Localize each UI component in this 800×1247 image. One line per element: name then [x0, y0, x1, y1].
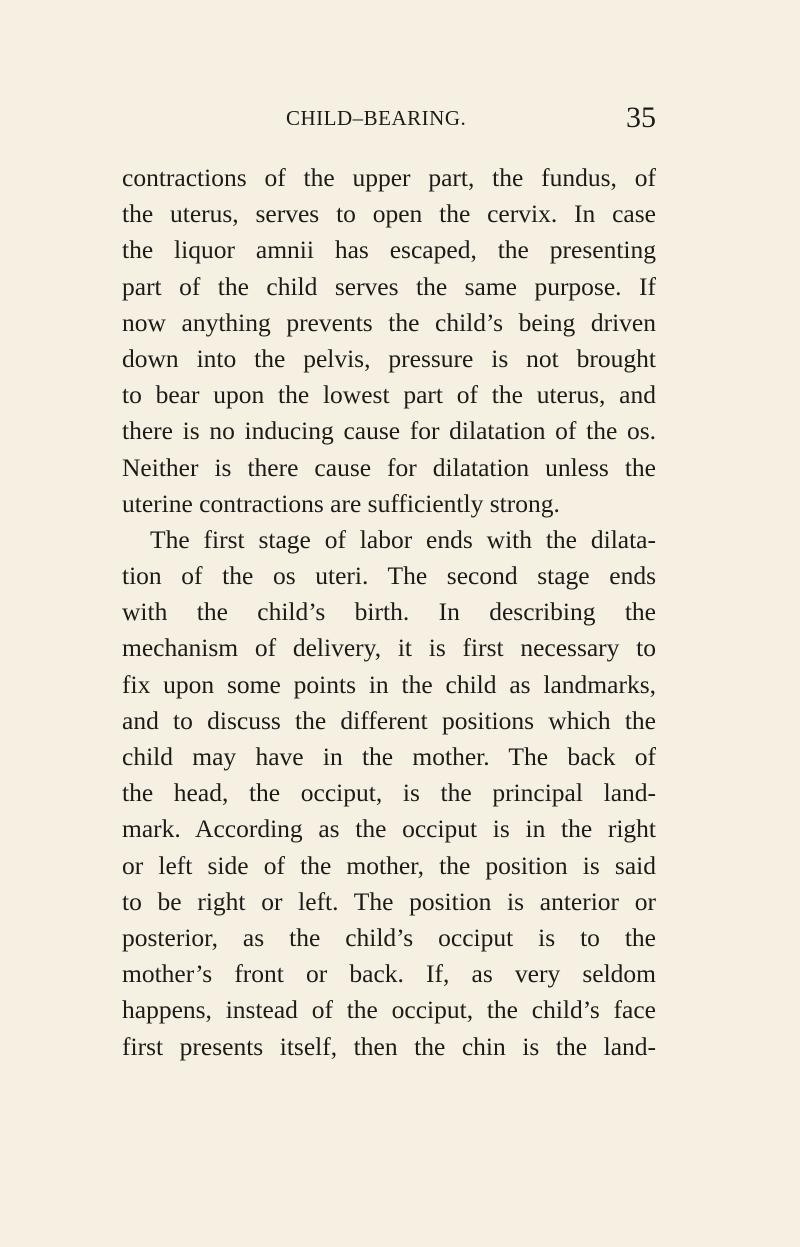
text-line: child may have in the mother. The back of — [122, 742, 656, 771]
text-line: happens, instead of the occiput, the child’s face — [122, 995, 656, 1025]
text-line: or left side of the mother, the position is said — [122, 850, 656, 880]
body-text — [122, 160, 656, 1065]
text-line: to bear upon the lowest part of the uterus, and — [122, 380, 656, 410]
text-line: contractions of the upper part, the fundus, of — [122, 163, 656, 192]
text-line: to be right or left. The position is anterior or — [122, 886, 656, 916]
text-line: tion of the os uteri. The second stage ends — [122, 561, 656, 591]
text-line: posterior, as the child’s occiput is to the — [122, 922, 656, 952]
text-line: and to discuss the different positions which the — [122, 705, 656, 735]
text-line: down into the pelvis, pressure is not brought — [122, 343, 656, 373]
text-line: now anything prevents the child’s being driven — [122, 307, 656, 337]
text-line: uterine contractions are sufficiently strong. — [122, 488, 560, 518]
text-line: the liquor amnii has escaped, the presenting — [122, 235, 656, 265]
text-line: fix upon some points in the child as landmarks, — [122, 669, 656, 699]
text-line: The first stage of labor ends with the dilata- — [150, 524, 656, 554]
text-line: Neither is there cause for dilatation unless the — [122, 452, 656, 482]
text-line: mechanism of delivery, it is first necessary to — [122, 633, 656, 663]
text-line: the head, the occiput, is the principal land- — [122, 778, 656, 808]
text-line: first presents itself, then the chin is the land- — [122, 1031, 656, 1061]
running-head: CHILD–BEARING. — [286, 106, 467, 130]
text-line: part of the child serves the same purpose. If — [122, 271, 656, 301]
text-line: mother’s front or back. If, as very seldom — [122, 959, 656, 989]
text-line: with the child’s birth. In describing the — [122, 597, 656, 627]
text-line: the uterus, serves to open the cervix. In case — [122, 199, 656, 229]
page-number: 35 — [626, 101, 656, 134]
text-line: mark. According as the occiput is in the right — [122, 814, 656, 844]
page-header — [122, 101, 656, 138]
text-line: there is no inducing cause for dilatation of the os. — [122, 416, 656, 446]
